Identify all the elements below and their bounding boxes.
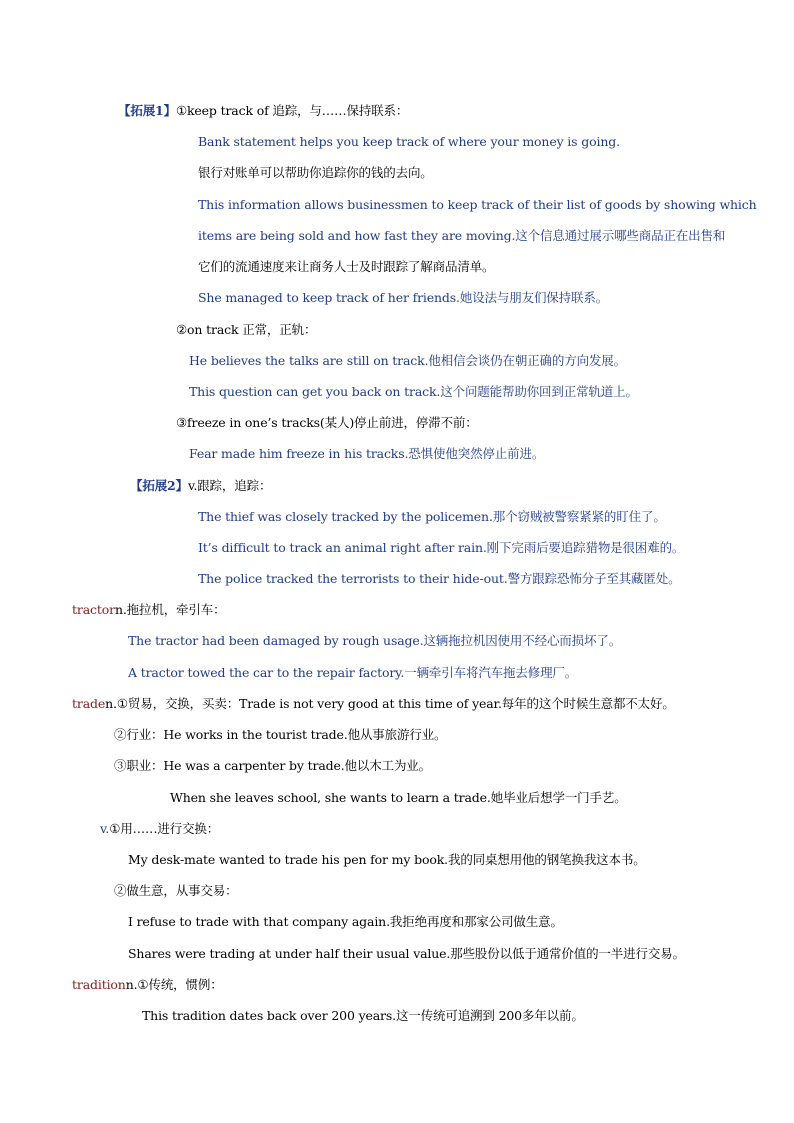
example-sentence: Fear made him freeze in his tracks.恐惧使他突然停止前进。 [189,446,545,461]
headword: tractor [72,602,115,617]
example-sentence: She managed to keep track of her friends.她设法与朋友们保持联系。 [198,290,609,305]
entry-trade: traden.①贸易，交换，买卖：Trade is not very good at this time of year.每年的这个时候生意都不太好。 [72,696,675,711]
extension-1-heading: 【拓展1】①keep track of 追踪，与……保持联系： [118,103,409,118]
headword: trade [72,696,106,711]
example-sentence: The police tracked the terrorists to their hide-out.警方跟踪恐怖分子至其藏匿处。 [198,571,681,586]
example-translation-zh: 它们的流通速度来让商务人士及时跟踪了解商品清单。 [198,259,495,274]
sense-line: ②做生意，从事交易： [114,883,238,898]
extension-label: 【拓展2】 [130,478,188,493]
sense-line: ③职业：He was a carpenter by trade.他以木工为业。 [114,758,431,773]
example-sentence-en: Bank statement helps you keep track of where your money is going. [198,134,620,149]
part-of-speech: v. [100,821,110,836]
phrase-heading: ③freeze in one’s tracks(某人)停止前进，停滞不前： [176,415,478,430]
example-sentence: I refuse to trade with that company again.我拒绝再度和那家公司做生意。 [128,914,563,929]
example-translation-zh: 银行对账单可以帮助你追踪你的钱的去向。 [198,165,433,180]
headword: tradition [72,977,126,992]
extension-label: 【拓展1】 [118,103,176,118]
example-sentence: items are being sold and how fast they are moving.这个信息通过展示哪些商品正在出售和 [198,228,726,243]
example-sentence: My desk-mate wanted to trade his pen for my book.我的同桌想用他的钢笔换我这本书。 [128,852,646,867]
example-sentence: He believes the talks are still on track.他相信会谈仍在朝正确的方向发展。 [189,353,626,368]
example-sentence: The thief was closely tracked by the policemen.那个窃贼被警察紧紧的盯住了。 [198,509,666,524]
entry-tradition: traditionn.①传统，惯例： [72,977,223,992]
example-sentence: The tractor had been damaged by rough usage.这辆拖拉机因使用不经心而损坏了。 [128,633,622,648]
example-sentence: This question can get you back on track.这个问题能帮助你回到正常轨道上。 [189,384,638,399]
example-sentence: This information allows businessmen to keep track of their list of goods by showing which [198,197,757,212]
example-sentence: When she leaves school, she wants to learn a trade.她毕业后想学一门手艺。 [170,790,627,805]
phrase-heading: ②on track 正常，正轨： [176,322,317,337]
sense-line: ②行业：He works in the tourist trade.他从事旅游行业。 [114,727,447,742]
example-sentence: It’s difficult to track an animal right after rain.刚下完雨后要追踪猎物是很困难的。 [198,540,685,555]
entry-tractor: tractorn.拖拉机，牵引车： [72,602,226,617]
example-sentence: This tradition dates back over 200 years.这一传统可追溯到 200多年以前。 [142,1008,584,1023]
example-sentence: A tractor towed the car to the repair factory.一辆牵引车将汽车拖去修理厂。 [128,665,578,680]
trade-verb-heading: v.①用……进行交换： [100,821,220,836]
extension-2-heading: 【拓展2】v.跟踪，追踪： [130,478,272,493]
example-sentence: Shares were trading at under half their usual value.那些股份以低于通常价值的一半进行交易。 [128,946,685,961]
